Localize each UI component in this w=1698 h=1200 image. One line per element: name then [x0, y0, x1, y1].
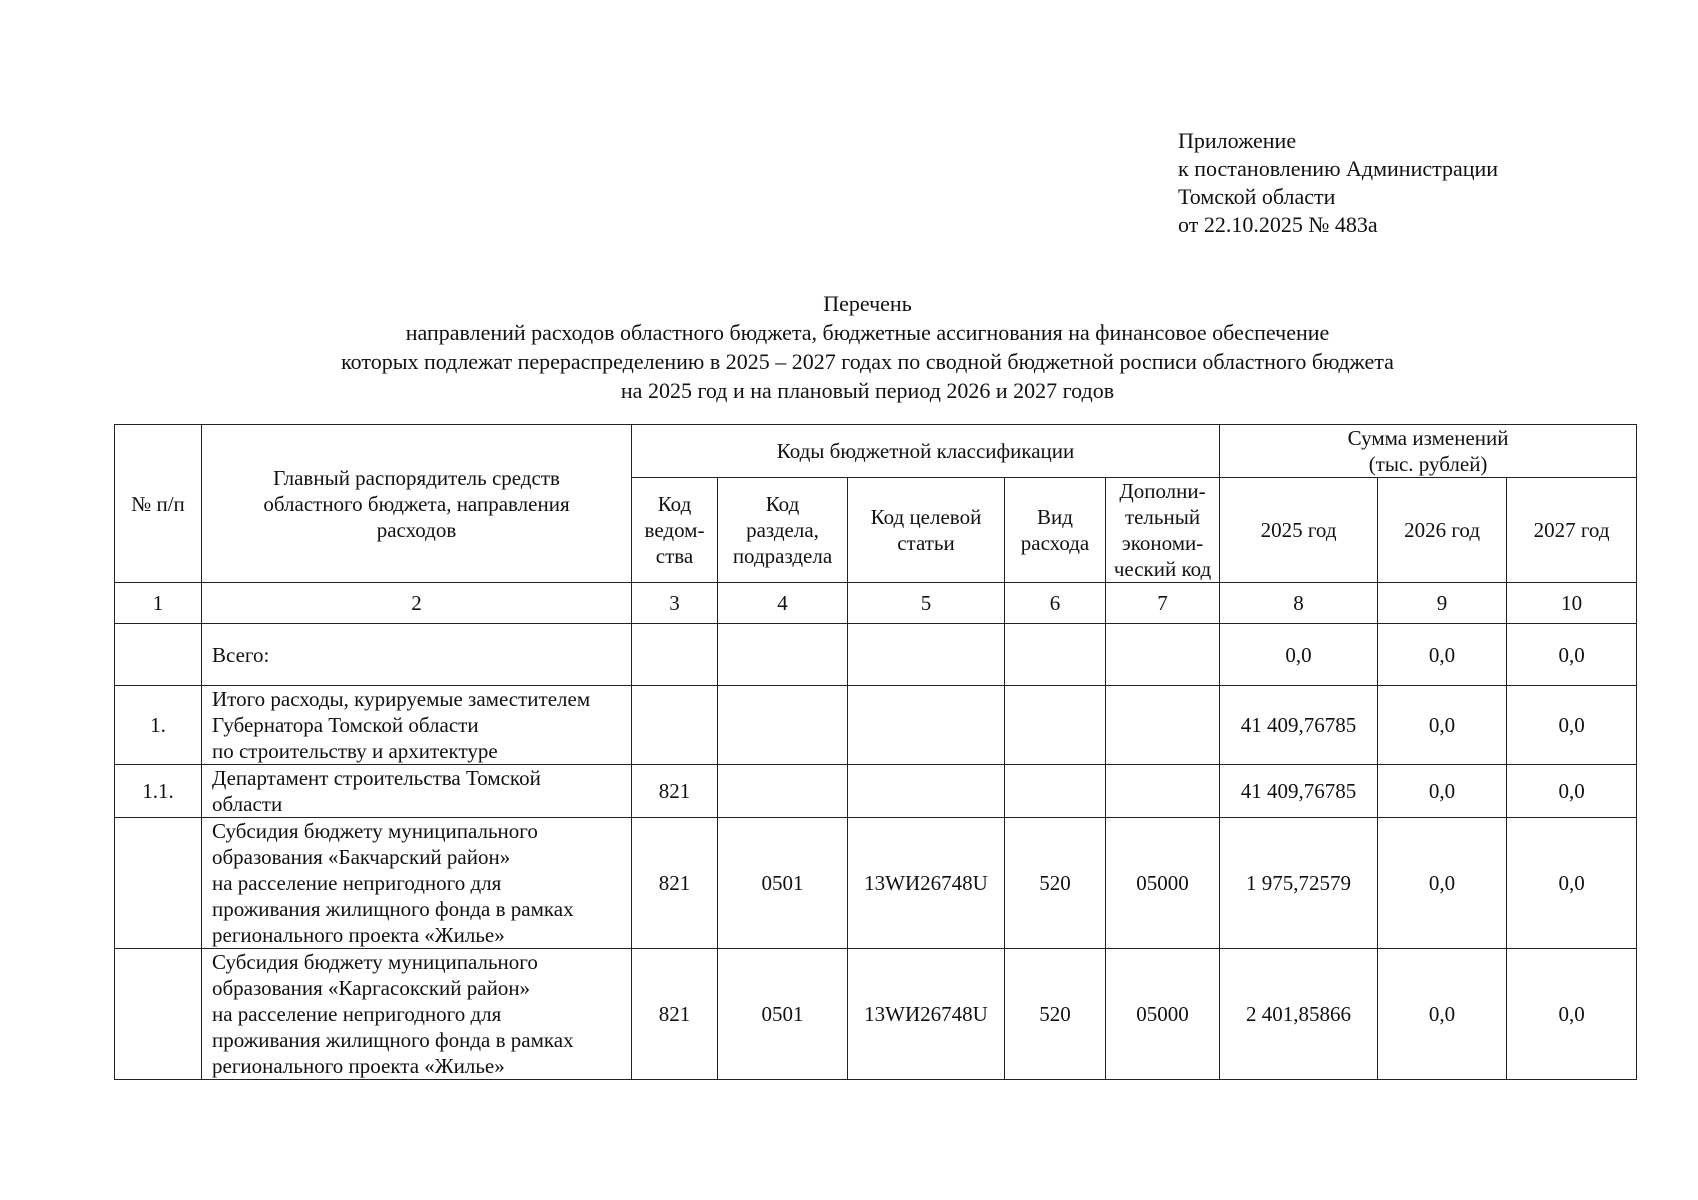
cell-expense [1005, 686, 1106, 765]
header-year-2025: 2025 год [1220, 478, 1378, 583]
column-number: 10 [1507, 583, 1637, 624]
budget-table [114, 424, 1637, 1080]
cell-extra [1106, 686, 1220, 765]
title-line: на 2025 год и на плановый период 2026 и 2027 годов [620, 378, 1115, 403]
appendix-note [1178, 127, 1498, 239]
cell-num [115, 949, 202, 1080]
header-sum-group: Сумма изменений (тыс. рублей) [1220, 425, 1637, 478]
cell-expense [1005, 624, 1106, 686]
column-number: 5 [848, 583, 1005, 624]
column-number: 3 [632, 583, 718, 624]
header-code-target: Код целевой статьи [848, 478, 1005, 583]
header-code-dept: Код ведом- ства [632, 478, 718, 583]
cell-extra: 05000 [1106, 949, 1220, 1080]
cell-dept: 821 [632, 765, 718, 818]
title-line: которых подлежат перераспределению в 2025 – 2027 годах по сводной бюджетной росписи областного бюджета [341, 349, 1394, 374]
cell-dept: 821 [632, 949, 718, 1080]
cell-2025: 41 409,76785 [1220, 686, 1378, 765]
cell-2026: 0,0 [1378, 765, 1507, 818]
cell-extra [1106, 765, 1220, 818]
cell-name: Всего: [202, 624, 632, 686]
document-title [0, 289, 1698, 405]
cell-section: 0501 [718, 818, 848, 949]
cell-2026: 0,0 [1378, 818, 1507, 949]
table-row [115, 818, 1637, 949]
header-code-section: Код раздела, подраздела [718, 478, 848, 583]
header-year-2026: 2026 год [1378, 478, 1507, 583]
cell-2025: 1 975,72579 [1220, 818, 1378, 949]
cell-target: 13WИ26748U [848, 818, 1005, 949]
cell-name: Субсидия бюджету муниципального образования «Бакчарский район» на расселение непригодного для проживания жилищного фонда в рамках регионального проекта «Жилье» [202, 818, 632, 949]
cell-num [115, 624, 202, 686]
cell-2025: 0,0 [1220, 624, 1378, 686]
appendix-line: к постановлению Администрации [1178, 156, 1499, 181]
column-number: 4 [718, 583, 848, 624]
cell-2027: 0,0 [1507, 624, 1637, 686]
cell-target [848, 624, 1005, 686]
cell-name: Субсидия бюджету муниципального образования «Каргасокский район» на расселение непригодного для проживания жилищного фонда в рамках регионального проекта «Жилье» [202, 949, 632, 1080]
cell-dept [632, 686, 718, 765]
cell-expense [1005, 765, 1106, 818]
appendix-line: от 22.10.2025 № 483а [1178, 212, 1378, 237]
header-distributor: Главный распорядитель средств областного бюджета, направления расходов [202, 425, 632, 583]
cell-2027: 0,0 [1507, 686, 1637, 765]
header-num: № п/п [115, 425, 202, 583]
cell-section: 0501 [718, 949, 848, 1080]
cell-num: 1. [115, 686, 202, 765]
cell-num: 1.1. [115, 765, 202, 818]
column-number: 6 [1005, 583, 1106, 624]
cell-name: Департамент строительства Томской области [202, 765, 632, 818]
table-row [115, 765, 1637, 818]
cell-section [718, 765, 848, 818]
cell-2027: 0,0 [1507, 949, 1637, 1080]
cell-2026: 0,0 [1378, 624, 1507, 686]
title-line: направлений расходов областного бюджета, бюджетные ассигнования на финансовое обеспечение [405, 320, 1330, 345]
column-number: 8 [1220, 583, 1378, 624]
column-number: 9 [1378, 583, 1507, 624]
column-number: 7 [1106, 583, 1220, 624]
cell-section [718, 686, 848, 765]
cell-target [848, 686, 1005, 765]
cell-name: Итого расходы, курируемые заместителем Губернатора Томской области по строительству и архитектуре [202, 686, 632, 765]
cell-num [115, 818, 202, 949]
cell-target [848, 765, 1005, 818]
title-line: Перечень [823, 291, 912, 316]
column-number-row [115, 583, 1637, 624]
cell-extra [1106, 624, 1220, 686]
cell-2025: 41 409,76785 [1220, 765, 1378, 818]
cell-dept: 821 [632, 818, 718, 949]
cell-extra: 05000 [1106, 818, 1220, 949]
cell-2027: 0,0 [1507, 818, 1637, 949]
cell-section [718, 624, 848, 686]
column-number: 2 [202, 583, 632, 624]
cell-target: 13WИ26748U [848, 949, 1005, 1080]
header-code-extra: Дополни- тельный экономи- ческий код [1106, 478, 1220, 583]
cell-dept [632, 624, 718, 686]
appendix-line: Приложение [1178, 128, 1297, 153]
header-code-expense: Вид расхода [1005, 478, 1106, 583]
header-year-2027: 2027 год [1507, 478, 1637, 583]
cell-expense: 520 [1005, 949, 1106, 1080]
cell-expense: 520 [1005, 818, 1106, 949]
cell-2027: 0,0 [1507, 765, 1637, 818]
column-number: 1 [115, 583, 202, 624]
table-row-total [115, 624, 1637, 686]
table-row [115, 949, 1637, 1080]
cell-2025: 2 401,85866 [1220, 949, 1378, 1080]
header-row-top [115, 425, 1637, 478]
table-row [115, 686, 1637, 765]
appendix-line: Томской области [1178, 184, 1336, 209]
cell-2026: 0,0 [1378, 949, 1507, 1080]
cell-2026: 0,0 [1378, 686, 1507, 765]
header-codes-group: Коды бюджетной классификации [632, 425, 1220, 478]
